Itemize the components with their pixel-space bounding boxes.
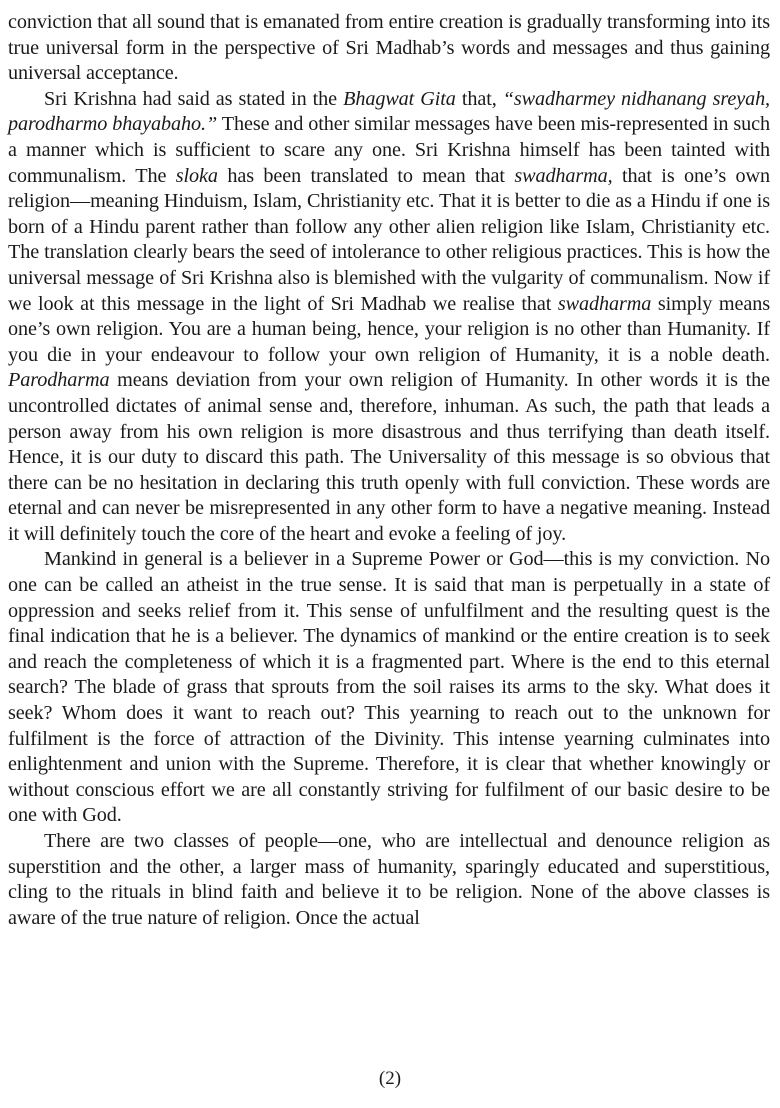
- paragraph-1: conviction that all sound that is emanated from entire creation is gradually transforming into its true universal form in the perspective of Sri Madhab’s words and messages and thus gaining universal acceptance.: [8, 11, 770, 85]
- paragraph-2: Sri Krishna had said as stated in the Bhagwat Gita that, “swadharmey nidhanang sreyah, parodharmo bhayabaho.” These and other similar messages have been mis-represented in such a manner which is sufficient to scare any one. Sri Krishna himself has been tainted with communalism. The sloka has been translated to mean that swadharma, that is one’s own religion—meaning Hinduism, Islam, Christianity etc. That it is better to die as a Hindu if one is born of a Hindu parent rather than follow any other alien religion like Islam, Christianity etc. The translation clearly bears the seed of intolerance to other religious practices. This is how the universal message of Sri Krishna also is blemished with the vulgarity of communalism. Now if we look at this message in the light of Sri Madhab we realise that swadharma simply means one’s own religion. You are a human being, hence, your religion is no other than Humanity. If you die in your endeavour to follow your own religion of Humanity, it is a noble death. Parodharma means deviation from your own religion of Humanity. In other words it is the uncontrolled dictates of animal sense and, therefore, inhuman. As such, the path that leads a person away from his own religion is more disastrous and thus terrifying than death itself. Hence, it is our duty to discard this path. The Universality of this message is so obvious that there can be no hesitation in declaring this truth openly with full conviction. These words are eternal and can never be misrepresented in any other form to have a negative meaning. Instead it will definitely touch the core of the heart and evoke a feeling of joy.: [8, 87, 771, 545]
- page-number: (2): [378, 1068, 402, 1089]
- paragraph-4: There are two classes of people—one, who are intellectual and denounce religion as superstition and the other, a larger mass of humanity, sparingly educated and superstitious, cling to the rituals in blind faith and believe it to be religion. None of the above classes is aware of the true nature of religion. Once the actual: [8, 830, 770, 929]
- paragraph-3: Mankind in general is a believer in a Supreme Power or God—this is my conviction. No one can be called an atheist in the true sense. It is said that man is perpetually in a state of oppression and seeks relief from it. This sense of unfulfilment and the resulting quest is the final indication that he is a believer. The dynamics of mankind or the entire creation is to seek and reach the completeness of which it is a fragmented part. Where is the end to this eternal search? The blade of grass that sprouts from the soil raises its arms to the sky. What does it seek? Whom does it want to reach out? This yearning to reach out to the unknown for fulfilment is the force of attraction of the Divinity. This intense yearning culminates into enlightenment and union with the Supreme. Therefore, it is clear that whether knowingly or without conscious effort we are all constantly striving for fulfilment of our basic desire to be one with God.: [8, 548, 770, 827]
- page-body: [8, 10, 770, 931]
